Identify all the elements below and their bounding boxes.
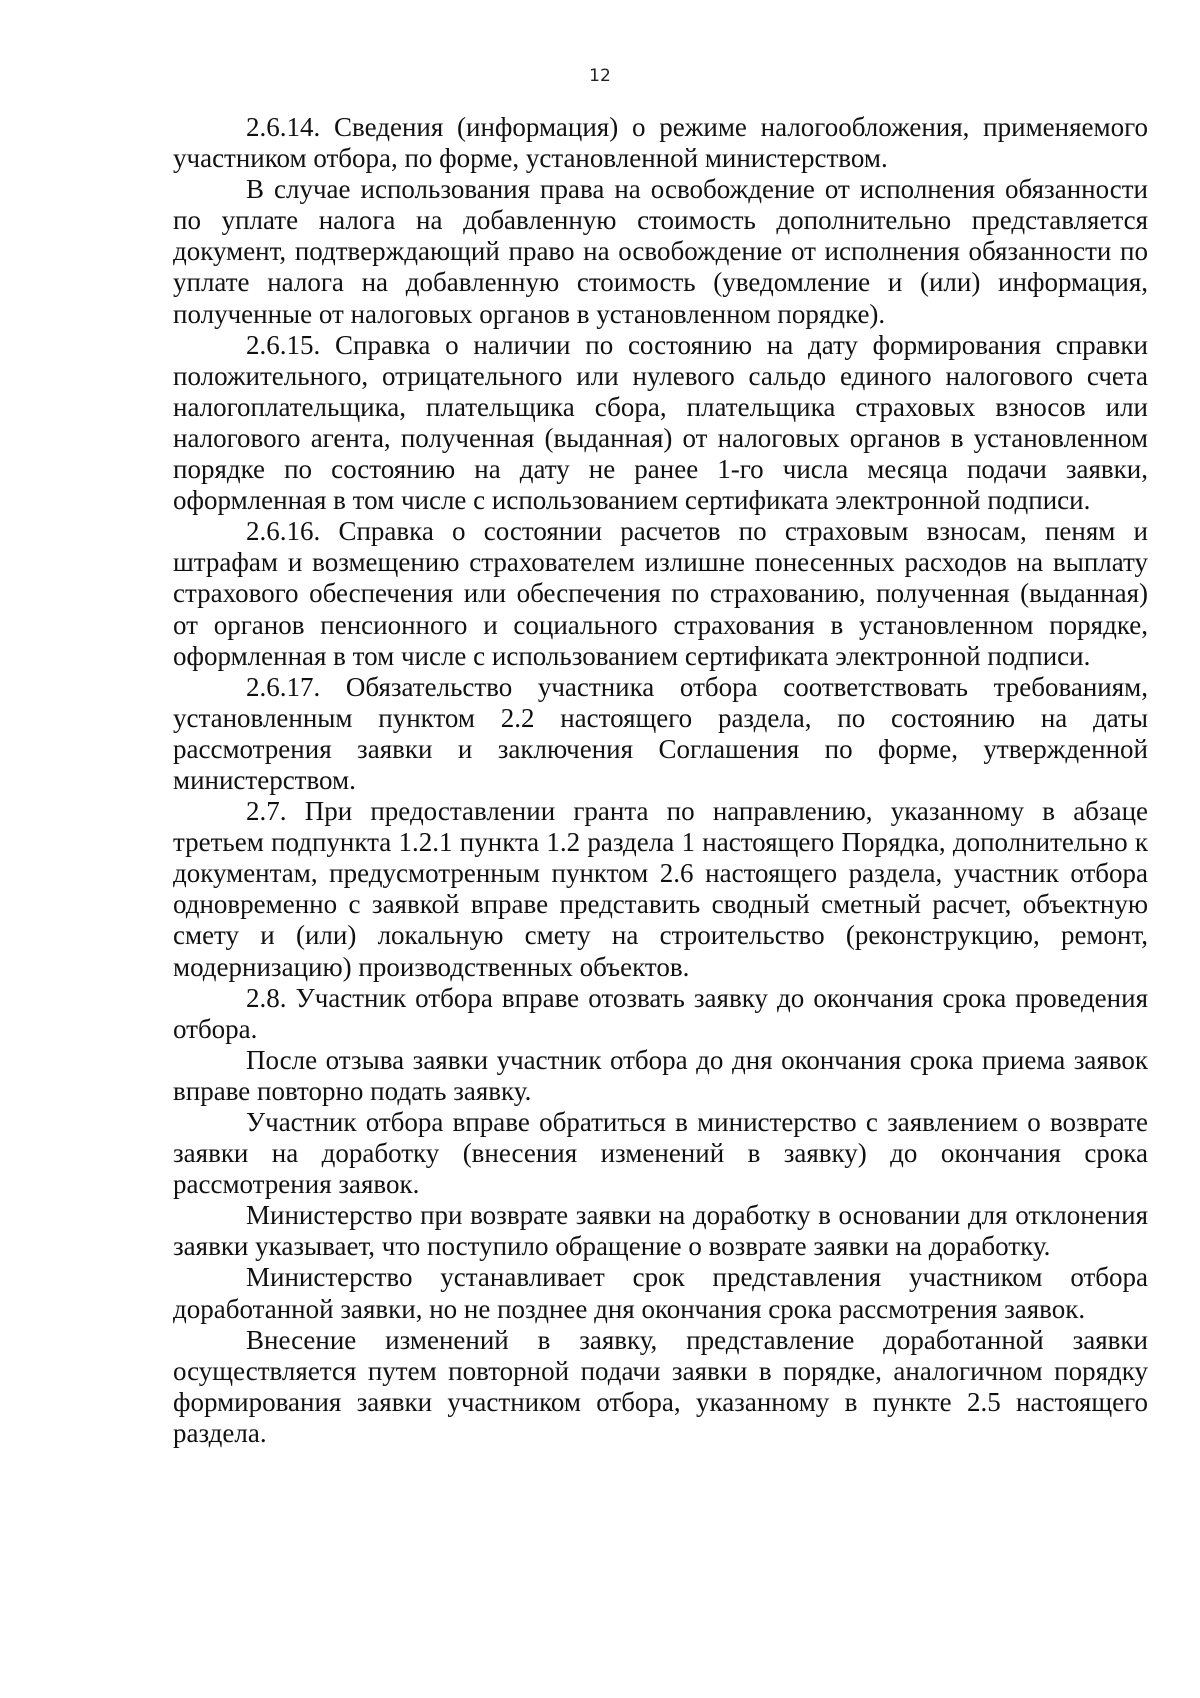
paragraph-2-7: 2.7. При предоставлении гранта по направлению, указанному в абзаце третьем подпункта 1.2.1 пункта 1.2 раздела 1 настоящего Порядка, дополнительно к документам, предусмотренным пунктом 2.6 настоящего раздела, участник отбора одновременно с заявкой вправе представить сводный сметный расчет, объектную смету и (или) локальную смету на строительство (реконструкцию, ремонт, модернизацию) производственных объектов.	[173, 796, 1148, 982]
document-body	[173, 112, 1148, 1449]
page-number: 12	[589, 66, 611, 86]
paragraph-return-request: Участник отбора вправе обратиться в министерство с заявлением о возврате заявки на доработку (внесения изменений в заявку) до окончания срока рассмотрения заявок.	[173, 1107, 1148, 1200]
paragraph-vat-exemption: В случае использования права на освобождение от исполнения обязанности по уплате налога на добавленную стоимость дополнительно представляется документ, подтверждающий право на освобождение от исполнения обязанности по уплате налога на добавленную стоимость (уведомление и (или) информация, полученные от налоговых органов в установленном порядке).	[173, 174, 1148, 329]
paragraph-2-8: 2.8. Участник отбора вправе отозвать заявку до окончания срока проведения отбора.	[173, 982, 1148, 1044]
paragraph-2-6-14: 2.6.14. Сведения (информация) о режиме налогообложения, применяемого участником отбора, по форме, установленной министерством.	[173, 112, 1148, 174]
paragraph-revision-deadline: Министерство устанавливает срок представления участником отбора доработанной заявки, но не позднее дня окончания срока рассмотрения заявок.	[173, 1262, 1148, 1324]
paragraph-2-6-16: 2.6.16. Справка о состоянии расчетов по страховым взносам, пеням и штрафам и возмещению страхователем излишне понесенных расходов на выплату страхового обеспечения или обеспечения по страхованию, полученная (выданная) от органов пенсионного и социального страхования в установленном порядке, оформленная в том числе с использованием сертификата электронной подписи.	[173, 516, 1148, 671]
paragraph-return-grounds: Министерство при возврате заявки на доработку в основании для отклонения заявки указывает, что поступило обращение о возврате заявки на доработку.	[173, 1200, 1148, 1262]
paragraph-changes-procedure: Внесение изменений в заявку, представление доработанной заявки осуществляется путем повторной подачи заявки в порядке, аналогичном порядку формирования заявки участником отбора, указанному в пункте 2.5 настоящего раздела.	[173, 1324, 1148, 1448]
paragraph-2-6-17: 2.6.17. Обязательство участника отбора соответствовать требованиям, установленным пунктом 2.2 настоящего раздела, по состоянию на даты рассмотрения заявки и заключения Соглашения по форме, утвержденной министерством.	[173, 671, 1148, 795]
paragraph-2-6-15: 2.6.15. Справка о наличии по состоянию на дату формирования справки положительного, отрицательного или нулевого сальдо единого налогового счета налогоплательщика, плательщика сбора, плательщика страховых взносов или налогового агента, полученная (выданная) от налоговых органов в установленном порядке по состоянию на дату не ранее 1-го числа месяца подачи заявки, оформленная в том числе с использованием сертификата электронной подписи.	[173, 329, 1148, 516]
paragraph-resubmission: После отзыва заявки участник отбора до дня окончания срока приема заявок вправе повторно подать заявку.	[173, 1044, 1148, 1106]
